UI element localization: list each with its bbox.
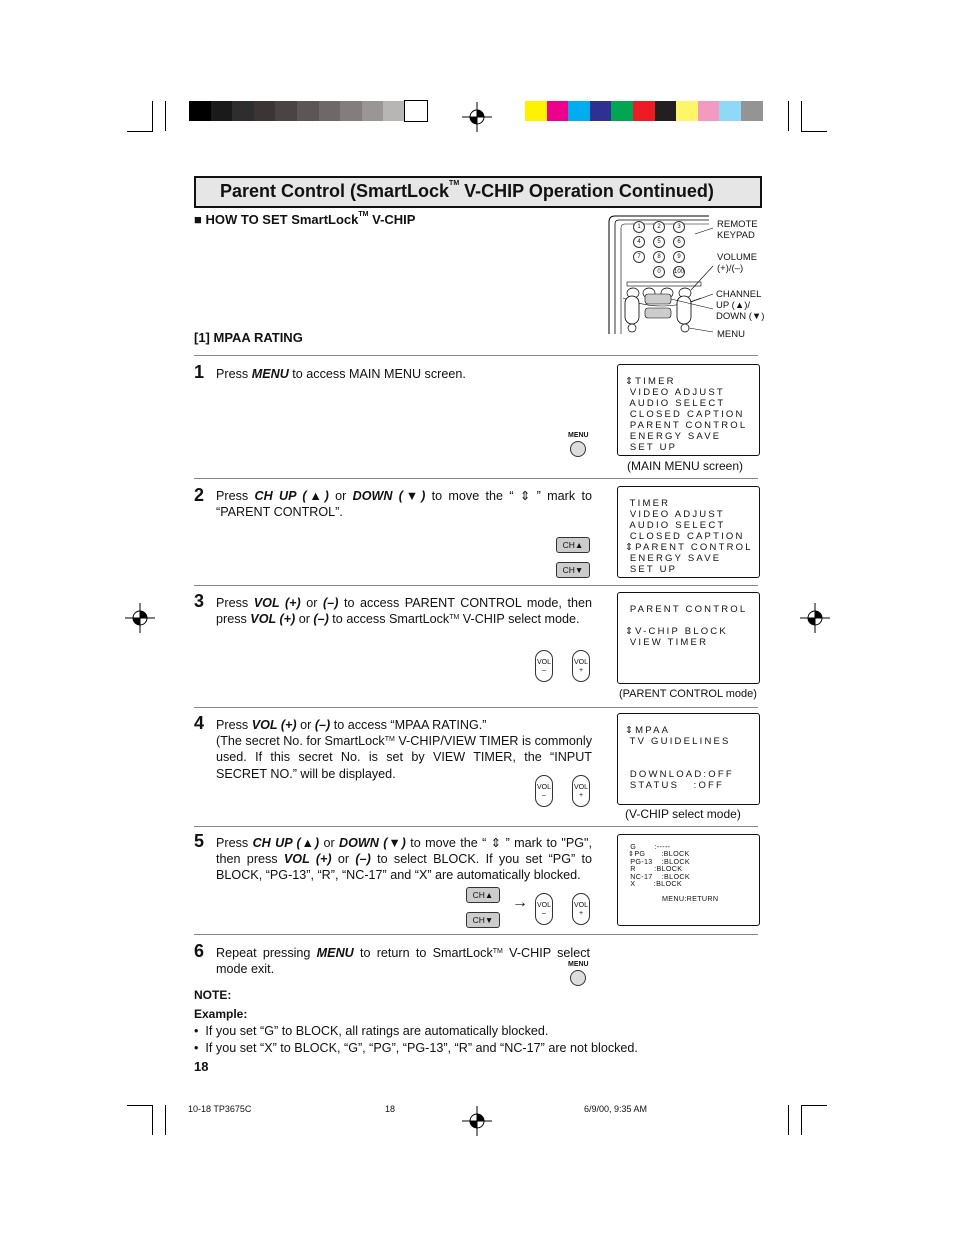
keypad-key: 5 bbox=[653, 236, 665, 248]
keypad-key: 1 bbox=[633, 221, 645, 233]
color-swatch bbox=[633, 101, 655, 121]
step-text-4: Press VOL (+) or (–) to access “MPAA RATING.” (The secret No. for SmartLock™ V-CHIP/VIEW TIMER is commonly used. If this secret No. is set by VIEW TIMER, the “INPUT SECRET NO.” will be displayed. bbox=[216, 718, 592, 781]
note-label: NOTE: bbox=[194, 988, 232, 1002]
step-number-3: 3 bbox=[194, 591, 205, 611]
caption-main-menu: (MAIN MENU screen) bbox=[627, 459, 744, 473]
divider bbox=[194, 585, 758, 586]
color-swatch bbox=[275, 101, 297, 121]
screen-line: X :BLOCK bbox=[628, 879, 682, 889]
screen-line: PARENT CONTROL bbox=[625, 604, 748, 615]
screen-line: ⇕PARENT CONTROL bbox=[625, 542, 753, 553]
remote-label-volume: VOLUME (+)/(–) bbox=[717, 252, 758, 274]
keypad-key: 2 bbox=[653, 221, 665, 233]
screen-line: NC-17 :BLOCK bbox=[628, 871, 690, 881]
keypad-key: 9 bbox=[673, 251, 685, 263]
subheading-mpaa: [1] MPAA RATING bbox=[194, 330, 303, 345]
screen-line: VIDEO ADJUST bbox=[625, 509, 725, 520]
color-swatch bbox=[362, 101, 384, 121]
page-title: Parent Control (SmartLock™ V-CHIP Operation Continued) bbox=[220, 180, 714, 201]
divider bbox=[194, 826, 758, 827]
registration-target-left bbox=[125, 603, 155, 633]
color-swatch bbox=[611, 101, 633, 121]
screen-line: CLOSED CAPTION bbox=[625, 409, 745, 420]
step-number-6: 6 bbox=[194, 941, 205, 961]
keypad-key: 3 bbox=[673, 221, 685, 233]
arrow-right-icon: → bbox=[512, 894, 528, 911]
keypad-key: 6 bbox=[673, 236, 685, 248]
divider bbox=[194, 355, 758, 356]
screen-vchip-select bbox=[617, 713, 760, 805]
screen-line bbox=[625, 747, 734, 758]
screen-line: ⇕V-CHIP BLOCK bbox=[625, 626, 728, 637]
color-swatch bbox=[405, 101, 427, 121]
step-text-6: Repeat pressing MENU to return to SmartLock™ V-CHIP select mode exit. bbox=[216, 946, 591, 977]
keypad-key: 100 bbox=[673, 266, 685, 278]
screen-line: AUDIO SELECT bbox=[625, 398, 726, 409]
screen-main-menu bbox=[617, 364, 760, 456]
screen-line: ⇕MPAA bbox=[625, 725, 671, 736]
color-swatch bbox=[340, 101, 362, 121]
screen-line: PARENT CONTROL bbox=[625, 420, 748, 431]
screen-line: VIEW TIMER bbox=[625, 637, 709, 648]
screen-line: VIDEO ADJUST bbox=[625, 387, 725, 398]
screen-line bbox=[625, 758, 734, 769]
keypad-key: 4 bbox=[633, 236, 645, 248]
screen-line: ⇕TIMER bbox=[625, 376, 676, 387]
step-number-2: 2 bbox=[194, 485, 205, 505]
step-text-1: Press MENU to access MAIN MENU screen. bbox=[216, 367, 466, 381]
screen-line: ENERGY SAVE bbox=[625, 431, 722, 442]
ch-up-button[interactable]: CH▲ bbox=[556, 537, 590, 553]
note-example-label: Example: bbox=[194, 1007, 248, 1021]
step-text-5: Press CH UP (▲) or DOWN (▼) to move the “ ⇕ ” mark to "PG", then press VOL (+) or (–) to select BLOCK. If you set “PG” to BLOCK, “PG-13”, “R”, “NC-17” and “X” are automatically blocked. bbox=[216, 836, 592, 883]
color-swatch bbox=[525, 101, 547, 121]
screen-line: TV GUIDELINES bbox=[625, 736, 731, 747]
color-swatch bbox=[698, 101, 720, 121]
step-text-3: Press VOL (+) or (–) to access PARENT CONTROL mode, then press VOL (+) or (–) to access SmartLock™ V-CHIP select mode. bbox=[216, 596, 592, 627]
registration-target-top bbox=[462, 102, 492, 132]
screen-line: DOWNLOAD:OFF bbox=[625, 769, 734, 780]
divider bbox=[194, 478, 758, 479]
vol-minus-button[interactable]: VOL – bbox=[535, 650, 553, 682]
screen-line: TIMER bbox=[625, 498, 671, 509]
remote-label-menu: MENU bbox=[717, 329, 745, 340]
menu-button[interactable] bbox=[570, 441, 586, 457]
color-swatch bbox=[297, 101, 319, 121]
keypad-key: 8 bbox=[653, 251, 665, 263]
step-number-5: 5 bbox=[194, 831, 205, 851]
screen-parent-select bbox=[617, 486, 760, 578]
color-swatch bbox=[211, 101, 233, 121]
vol-plus-button[interactable]: VOL + bbox=[572, 893, 590, 925]
screen-line: SET UP bbox=[625, 564, 678, 575]
screen-line: SET UP bbox=[625, 442, 678, 453]
caption-vchip-select: (V-CHIP select mode) bbox=[625, 807, 741, 821]
ch-down-button[interactable]: CH▼ bbox=[466, 912, 500, 928]
color-swatch bbox=[319, 101, 341, 121]
step-number-4: 4 bbox=[194, 713, 205, 733]
screen-line: CLOSED CAPTION bbox=[625, 531, 745, 542]
screen-mpaa bbox=[617, 834, 760, 926]
footer-file-id: 10-18 TP3675C bbox=[188, 1104, 252, 1114]
color-swatch bbox=[676, 101, 698, 121]
keypad-key: 0 bbox=[653, 266, 665, 278]
note-item: • If you set “X” to BLOCK, “G”, “PG”, “PG-13”, “R” and “NC-17” are not blocked. bbox=[194, 1041, 638, 1055]
step-number-1: 1 bbox=[194, 362, 205, 382]
registration-target-bottom bbox=[462, 1106, 492, 1136]
vol-minus-button[interactable]: VOL – bbox=[535, 893, 553, 925]
screen-line: ENERGY SAVE bbox=[625, 553, 722, 564]
footer-page: 18 bbox=[385, 1104, 396, 1114]
screen-line: STATUS :OFF bbox=[625, 780, 725, 791]
screen-line: ⇕PG :BLOCK bbox=[628, 849, 690, 859]
menu-button-label: MENU bbox=[568, 432, 589, 439]
color-swatch bbox=[189, 101, 211, 121]
remote-label-channel: CHANNEL UP (▲)/ DOWN (▼) bbox=[716, 289, 765, 322]
step-text-2: Press CH UP (▲) or DOWN (▼) to move the “ ⇕ ” mark to “PARENT CONTROL”. bbox=[216, 489, 592, 520]
caption-parent-control: (PARENT CONTROL mode) bbox=[619, 688, 757, 700]
screen-line bbox=[625, 615, 747, 626]
color-swatch bbox=[741, 101, 763, 121]
divider bbox=[194, 934, 758, 935]
color-swatch bbox=[590, 101, 612, 121]
menu-button-label: MENU bbox=[568, 961, 589, 968]
screen-line: R :BLOCK bbox=[628, 864, 683, 874]
color-swatch bbox=[655, 101, 677, 121]
color-swatch bbox=[232, 101, 254, 121]
color-swatch bbox=[568, 101, 590, 121]
note-item: • If you set “G” to BLOCK, all ratings are automatically blocked. bbox=[194, 1024, 549, 1038]
remote-label-keypad: REMOTE KEYPAD bbox=[717, 219, 758, 241]
screen-line: G :----- bbox=[628, 842, 671, 851]
keypad-key: 7 bbox=[633, 251, 645, 263]
vol-plus-button[interactable]: VOL + bbox=[572, 650, 590, 682]
vol-minus-button[interactable]: VOL – bbox=[535, 775, 553, 807]
screen-line: PG-13 :BLOCK bbox=[628, 856, 690, 866]
color-swatch bbox=[383, 101, 405, 121]
color-swatch bbox=[547, 101, 569, 121]
color-swatch bbox=[254, 101, 276, 121]
screen-line: AUDIO SELECT bbox=[625, 520, 726, 531]
menu-button[interactable] bbox=[570, 970, 586, 986]
divider bbox=[194, 707, 758, 708]
screen-parent-control bbox=[617, 592, 760, 684]
registration-target-right bbox=[800, 603, 830, 633]
page-title-box bbox=[194, 176, 762, 208]
footer-timestamp: 6/9/00, 9:35 AM bbox=[584, 1104, 648, 1114]
color-swatch bbox=[719, 101, 741, 121]
page-number: 18 bbox=[194, 1059, 209, 1074]
vol-plus-button[interactable]: VOL + bbox=[572, 775, 590, 807]
mpaa-return-hint: MENU:RETURN bbox=[662, 894, 719, 903]
ch-down-button[interactable]: CH▼ bbox=[556, 562, 590, 578]
section-heading: ■ HOW TO SET SmartLock™ V-CHIP bbox=[194, 211, 416, 227]
ch-up-button[interactable]: CH▲ bbox=[466, 887, 500, 903]
